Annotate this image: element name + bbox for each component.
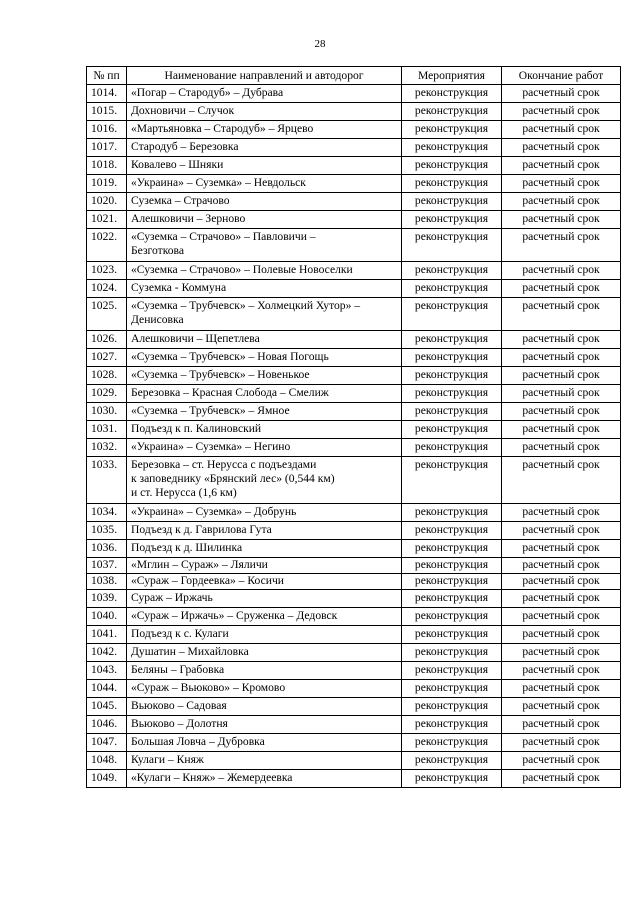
road-name bbox=[127, 349, 402, 367]
table-body bbox=[87, 85, 621, 788]
row-number: 1023. bbox=[87, 262, 127, 280]
row-number: 1030. bbox=[87, 403, 127, 421]
road-completion: расчетный срок bbox=[502, 734, 621, 752]
road-action: реконструкция bbox=[402, 175, 502, 193]
road-completion: расчетный срок bbox=[502, 504, 621, 522]
road-name-line: «Мартьяновка – Стародуб» – Ярцево bbox=[131, 122, 314, 135]
row-number: 1022. bbox=[87, 229, 127, 262]
row-number: 1014. bbox=[87, 85, 127, 103]
road-name bbox=[127, 139, 402, 157]
row-number: 1047. bbox=[87, 734, 127, 752]
table-row bbox=[87, 504, 621, 522]
road-completion: расчетный срок bbox=[502, 439, 621, 457]
row-number: 1017. bbox=[87, 139, 127, 157]
road-completion: расчетный срок bbox=[502, 590, 621, 608]
road-completion: расчетный срок bbox=[502, 229, 621, 262]
road-name-line: «Кулаги – Княж» – Жемердеевка bbox=[131, 771, 293, 784]
row-number: 1027. bbox=[87, 349, 127, 367]
road-name bbox=[127, 367, 402, 385]
road-name-line: Подъезд к д. Шилинка bbox=[131, 541, 243, 554]
row-number: 1018. bbox=[87, 157, 127, 175]
table-row bbox=[87, 298, 621, 331]
page-number: 28 bbox=[314, 38, 326, 50]
row-number: 1028. bbox=[87, 367, 127, 385]
road-name bbox=[127, 211, 402, 229]
table-row bbox=[87, 403, 621, 421]
road-completion: расчетный срок bbox=[502, 157, 621, 175]
table-row bbox=[87, 262, 621, 280]
column-header-end: Окончание работ bbox=[502, 67, 621, 85]
road-action: реконструкция bbox=[402, 574, 502, 590]
road-action: реконструкция bbox=[402, 298, 502, 331]
road-completion: расчетный срок bbox=[502, 626, 621, 644]
road-name-line: «Сураж – Гордеевка» – Косичи bbox=[131, 574, 284, 587]
road-action: реконструкция bbox=[402, 385, 502, 403]
road-completion: расчетный срок bbox=[502, 540, 621, 558]
road-name bbox=[127, 504, 402, 522]
road-action: реконструкция bbox=[402, 349, 502, 367]
row-number: 1029. bbox=[87, 385, 127, 403]
road-action: реконструкция bbox=[402, 157, 502, 175]
road-completion: расчетный срок bbox=[502, 716, 621, 734]
road-action: реконструкция bbox=[402, 103, 502, 121]
road-name-line: Березовка – Красная Слобода – Смелиж bbox=[131, 386, 329, 399]
road-completion: расчетный срок bbox=[502, 262, 621, 280]
row-number: 1031. bbox=[87, 421, 127, 439]
row-number: 1032. bbox=[87, 439, 127, 457]
road-name-line: Подъезд к п. Калиновский bbox=[131, 422, 262, 435]
road-name bbox=[127, 421, 402, 439]
road-name-line: «Суземка – Трубчевск» – Новенькое bbox=[131, 368, 310, 381]
table-row bbox=[87, 229, 621, 262]
road-action: реконструкция bbox=[402, 331, 502, 349]
road-completion: расчетный срок bbox=[502, 574, 621, 590]
road-completion: расчетный срок bbox=[502, 457, 621, 504]
road-name-line: Березовка – ст. Нерусса с подъездами bbox=[131, 458, 317, 471]
table-row bbox=[87, 367, 621, 385]
table-row bbox=[87, 139, 621, 157]
road-action: реконструкция bbox=[402, 121, 502, 139]
road-name bbox=[127, 540, 402, 558]
road-action: реконструкция bbox=[402, 211, 502, 229]
road-name-line: Большая Ловча – Дубровка bbox=[131, 735, 265, 748]
table-row bbox=[87, 680, 621, 698]
road-name bbox=[127, 522, 402, 540]
road-completion: расчетный срок bbox=[502, 522, 621, 540]
road-action: реконструкция bbox=[402, 626, 502, 644]
road-name-line: Беляны – Грабовка bbox=[131, 663, 225, 676]
road-name-line: Алешковичи – Щепетлева bbox=[131, 332, 260, 345]
road-completion: расчетный срок bbox=[502, 175, 621, 193]
road-completion: расчетный срок bbox=[502, 644, 621, 662]
table-row bbox=[87, 626, 621, 644]
row-number: 1024. bbox=[87, 280, 127, 298]
road-name bbox=[127, 439, 402, 457]
road-name bbox=[127, 457, 402, 504]
table-row bbox=[87, 558, 621, 574]
road-name-line: Кулаги – Княж bbox=[131, 753, 204, 766]
road-name bbox=[127, 608, 402, 626]
table-row bbox=[87, 716, 621, 734]
road-action: реконструкция bbox=[402, 734, 502, 752]
row-number: 1036. bbox=[87, 540, 127, 558]
road-completion: расчетный срок bbox=[502, 211, 621, 229]
road-action: реконструкция bbox=[402, 608, 502, 626]
road-name-line: Алешковичи – Зерново bbox=[131, 212, 246, 225]
column-header-action: Мероприятия bbox=[402, 67, 502, 85]
road-name bbox=[127, 331, 402, 349]
road-name bbox=[127, 698, 402, 716]
road-name bbox=[127, 644, 402, 662]
row-number: 1043. bbox=[87, 662, 127, 680]
road-name-line: «Суземка – Страчово» – Павловичи – bbox=[131, 230, 316, 243]
road-name-line: Дохновичи – Случок bbox=[131, 104, 235, 117]
table-row bbox=[87, 734, 621, 752]
row-number: 1037. bbox=[87, 558, 127, 574]
table-row bbox=[87, 590, 621, 608]
road-name-line: Сураж – Иржачь bbox=[131, 591, 213, 604]
road-name bbox=[127, 558, 402, 574]
row-number: 1045. bbox=[87, 698, 127, 716]
road-name-line: «Украина» – Суземка» – Добрунь bbox=[131, 505, 297, 518]
road-action: реконструкция bbox=[402, 698, 502, 716]
road-name bbox=[127, 662, 402, 680]
roads-table bbox=[86, 66, 621, 788]
road-name bbox=[127, 103, 402, 121]
road-action: реконструкция bbox=[402, 439, 502, 457]
table-row bbox=[87, 385, 621, 403]
road-name bbox=[127, 590, 402, 608]
road-action: реконструкция bbox=[402, 367, 502, 385]
table-row bbox=[87, 574, 621, 590]
row-number: 1019. bbox=[87, 175, 127, 193]
table-row bbox=[87, 421, 621, 439]
road-completion: расчетный срок bbox=[502, 367, 621, 385]
row-number: 1015. bbox=[87, 103, 127, 121]
road-name-line: «Сураж – Иржачь» – Сруженка – Дедовск bbox=[131, 609, 338, 622]
road-name bbox=[127, 193, 402, 211]
table-row bbox=[87, 280, 621, 298]
row-number: 1026. bbox=[87, 331, 127, 349]
table-row bbox=[87, 540, 621, 558]
road-name-line: «Украина» – Суземка» – Невдольск bbox=[131, 176, 306, 189]
row-number: 1039. bbox=[87, 590, 127, 608]
road-name bbox=[127, 385, 402, 403]
road-action: реконструкция bbox=[402, 504, 502, 522]
road-action: реконструкция bbox=[402, 716, 502, 734]
road-name bbox=[127, 574, 402, 590]
table-row bbox=[87, 103, 621, 121]
row-number: 1042. bbox=[87, 644, 127, 662]
road-name-line: «Мглин – Сураж» – Ляличи bbox=[131, 558, 268, 571]
road-completion: расчетный срок bbox=[502, 280, 621, 298]
road-completion: расчетный срок bbox=[502, 121, 621, 139]
road-name bbox=[127, 403, 402, 421]
road-name bbox=[127, 280, 402, 298]
row-number: 1040. bbox=[87, 608, 127, 626]
road-action: реконструкция bbox=[402, 752, 502, 770]
road-action: реконструкция bbox=[402, 421, 502, 439]
road-name-line: «Суземка – Трубчевск» – Ямное bbox=[131, 404, 290, 417]
road-completion: расчетный срок bbox=[502, 403, 621, 421]
road-name bbox=[127, 734, 402, 752]
column-header-name: Наименование направлений и автодорог bbox=[127, 67, 402, 85]
table-header-row bbox=[87, 67, 621, 85]
road-name-line: Вьюково – Садовая bbox=[131, 699, 227, 712]
road-completion: расчетный срок bbox=[502, 139, 621, 157]
road-action: реконструкция bbox=[402, 262, 502, 280]
table-row bbox=[87, 211, 621, 229]
row-number: 1046. bbox=[87, 716, 127, 734]
row-number: 1041. bbox=[87, 626, 127, 644]
road-name-line: Суземка – Страчово bbox=[131, 194, 230, 207]
road-name-line: Денисовка bbox=[131, 313, 184, 326]
road-action: реконструкция bbox=[402, 558, 502, 574]
road-action: реконструкция bbox=[402, 193, 502, 211]
road-action: реконструкция bbox=[402, 229, 502, 262]
road-name bbox=[127, 85, 402, 103]
row-number: 1025. bbox=[87, 298, 127, 331]
row-number: 1044. bbox=[87, 680, 127, 698]
table-row bbox=[87, 698, 621, 716]
table-row bbox=[87, 85, 621, 103]
table-row bbox=[87, 522, 621, 540]
table-row bbox=[87, 608, 621, 626]
road-name bbox=[127, 298, 402, 331]
table-row bbox=[87, 770, 621, 788]
table-row bbox=[87, 157, 621, 175]
row-number: 1034. bbox=[87, 504, 127, 522]
table-row bbox=[87, 457, 621, 504]
table-row bbox=[87, 662, 621, 680]
road-name-line: Вьюково – Долотня bbox=[131, 717, 228, 730]
road-name bbox=[127, 716, 402, 734]
road-name-line: Суземка - Коммуна bbox=[131, 281, 227, 294]
road-name bbox=[127, 752, 402, 770]
table-row bbox=[87, 349, 621, 367]
road-name bbox=[127, 175, 402, 193]
table-row bbox=[87, 331, 621, 349]
road-completion: расчетный срок bbox=[502, 680, 621, 698]
road-completion: расчетный срок bbox=[502, 698, 621, 716]
road-action: реконструкция bbox=[402, 680, 502, 698]
road-action: реконструкция bbox=[402, 457, 502, 504]
table-row bbox=[87, 193, 621, 211]
road-completion: расчетный срок bbox=[502, 770, 621, 788]
road-name bbox=[127, 680, 402, 698]
road-name-line: Ковалево – Шняки bbox=[131, 158, 224, 171]
table-row bbox=[87, 752, 621, 770]
row-number: 1049. bbox=[87, 770, 127, 788]
table-row bbox=[87, 439, 621, 457]
road-name-line: Подъезд к д. Гаврилова Гута bbox=[131, 523, 272, 536]
road-name-line: и ст. Нерусса (1,6 км) bbox=[131, 486, 237, 499]
road-action: реконструкция bbox=[402, 522, 502, 540]
table-row bbox=[87, 121, 621, 139]
road-completion: расчетный срок bbox=[502, 385, 621, 403]
road-action: реконструкция bbox=[402, 540, 502, 558]
road-name-line: «Суземка – Страчово» – Полевые Новоселки bbox=[131, 263, 353, 276]
road-name-line: «Суземка – Трубчевск» – Новая Погощь bbox=[131, 350, 329, 363]
road-action: реконструкция bbox=[402, 770, 502, 788]
row-number: 1016. bbox=[87, 121, 127, 139]
road-name-line: «Сураж – Вьюково» – Кромово bbox=[131, 681, 286, 694]
road-name bbox=[127, 229, 402, 262]
row-number: 1033. bbox=[87, 457, 127, 504]
road-name bbox=[127, 770, 402, 788]
row-number: 1038. bbox=[87, 574, 127, 590]
road-name-line: Подъезд к с. Кулаги bbox=[131, 627, 229, 640]
road-completion: расчетный срок bbox=[502, 298, 621, 331]
road-completion: расчетный срок bbox=[502, 193, 621, 211]
road-action: реконструкция bbox=[402, 139, 502, 157]
road-name-line: «Украина» – Суземка» – Негино bbox=[131, 440, 291, 453]
table-row bbox=[87, 175, 621, 193]
road-completion: расчетный срок bbox=[502, 608, 621, 626]
road-completion: расчетный срок bbox=[502, 662, 621, 680]
road-name-line: «Погар – Стародуб» – Дубрава bbox=[131, 86, 284, 99]
road-name-line: Безготкова bbox=[131, 244, 185, 257]
road-completion: расчетный срок bbox=[502, 103, 621, 121]
column-header-num: № пп bbox=[87, 67, 127, 85]
row-number: 1021. bbox=[87, 211, 127, 229]
road-completion: расчетный срок bbox=[502, 752, 621, 770]
road-action: реконструкция bbox=[402, 590, 502, 608]
road-completion: расчетный срок bbox=[502, 85, 621, 103]
table-row bbox=[87, 644, 621, 662]
road-completion: расчетный срок bbox=[502, 349, 621, 367]
road-action: реконструкция bbox=[402, 85, 502, 103]
road-action: реконструкция bbox=[402, 280, 502, 298]
road-name-line: Душатин – Михайловка bbox=[131, 645, 249, 658]
road-completion: расчетный срок bbox=[502, 558, 621, 574]
row-number: 1048. bbox=[87, 752, 127, 770]
road-name bbox=[127, 626, 402, 644]
road-name bbox=[127, 121, 402, 139]
road-completion: расчетный срок bbox=[502, 331, 621, 349]
road-name-line: к заповеднику «Брянский лес» (0,544 км) bbox=[131, 472, 335, 485]
road-action: реконструкция bbox=[402, 403, 502, 421]
road-completion: расчетный срок bbox=[502, 421, 621, 439]
road-name bbox=[127, 157, 402, 175]
row-number: 1020. bbox=[87, 193, 127, 211]
road-name-line: «Суземка – Трубчевск» – Холмецкий Хутор» – bbox=[131, 299, 361, 312]
road-name bbox=[127, 262, 402, 280]
road-action: реконструкция bbox=[402, 662, 502, 680]
road-action: реконструкция bbox=[402, 644, 502, 662]
road-name-line: Стародуб – Березовка bbox=[131, 140, 239, 153]
row-number: 1035. bbox=[87, 522, 127, 540]
